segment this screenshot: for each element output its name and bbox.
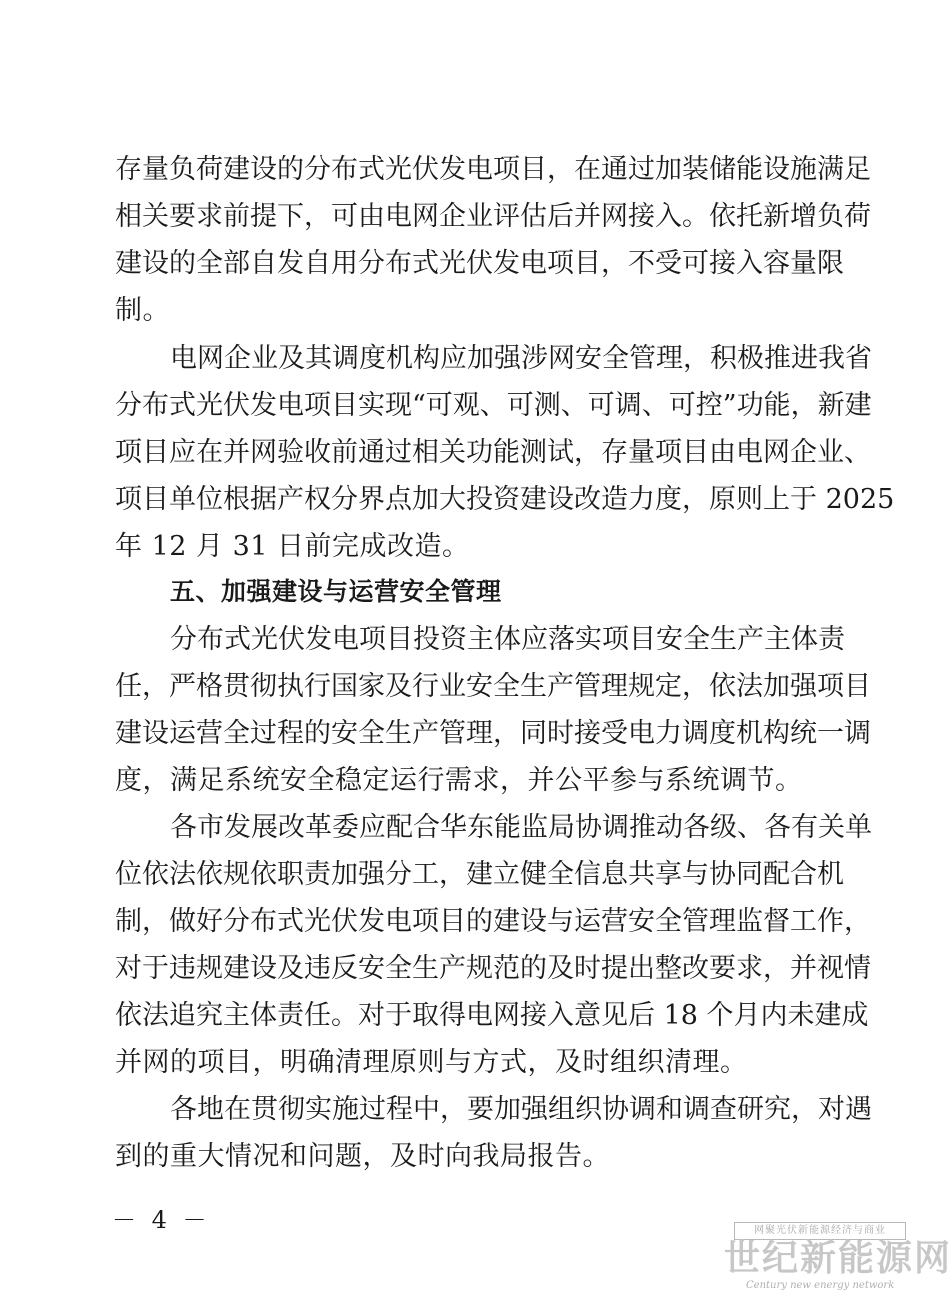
section-heading: 五、加强建设与运营安全管理 [170, 577, 502, 606]
paragraph-2-line-2: 分布式光伏发电项目实现“可观、可测、可调、可控”功能，新建 [115, 390, 872, 421]
watermark-slogan: 网聚光伏新能源经济与商业 [734, 1222, 906, 1240]
paragraph-4-line-6: 并网的项目，明确清理原则与方式，及时组织清理。 [115, 1047, 748, 1078]
paragraph-4-line-1: 各市发展改革委应配合华东能监局协调推动各级、各有关单 [170, 812, 872, 843]
paragraph-3-line-3: 建设运营全过程的安全生产管理，同时接受电力调度机构统一调 [115, 718, 871, 749]
watermark-subtitle: Century new energy network [746, 1280, 895, 1291]
paragraph-2-line-5: 年 12 月 31 日前完成改造。 [115, 531, 470, 562]
site-watermark-logo [724, 1222, 952, 1292]
paragraph-4-line-2: 位依法依规依职责加强分工，建立健全信息共享与协同配合机 [115, 859, 844, 890]
paragraph-4-line-3: 制，做好分布式光伏发电项目的建设与运营安全管理监督工作， [115, 906, 871, 937]
paragraph-1-line-2: 相关要求前提下，可由电网企业评估后并网接入。依托新增负荷 [115, 201, 871, 232]
paragraph-1-line-4: 制。 [115, 295, 170, 326]
paragraph-3-line-4: 度，满足系统安全稳定运行需求，并公平参与系统调节。 [115, 765, 803, 796]
paragraph-2-line-4: 项目单位根据产权分界点加大投资建设改造力度，原则上于 2025 [115, 484, 895, 515]
paragraph-1-line-1: 存量负荷建设的分布式光伏发电项目，在通过加装储能设施满足 [115, 154, 871, 185]
paragraph-1-line-3: 建设的全部自发自用分布式光伏发电项目，不受可接入容量限 [115, 248, 844, 279]
page-number: － 4 － [112, 1206, 211, 1234]
paragraph-3-line-2: 任，严格贯彻执行国家及行业安全生产管理规定，依法加强项目 [115, 671, 871, 702]
watermark-title: 世纪新能源网 [724, 1238, 952, 1279]
paragraph-2-line-1: 电网企业及其调度机构应加强涉网安全管理，积极推进我省 [170, 343, 872, 374]
paragraph-4-line-4: 对于违规建设及违反安全生产规范的及时提出整改要求，并视情 [115, 953, 871, 984]
paragraph-3-line-1: 分布式光伏发电项目投资主体应落实项目安全生产主体责 [170, 624, 845, 655]
paragraph-4-line-5: 依法追究主体责任。对于取得电网接入意见后 18 个月内未建成 [115, 1000, 869, 1031]
paragraph-5-line-1: 各地在贯彻实施过程中，要加强组织协调和调查研究，对遇 [170, 1094, 872, 1125]
paragraph-2-line-3: 项目应在并网验收前通过相关功能测试，存量项目由电网企业、 [115, 437, 871, 468]
paragraph-5-line-2: 到的重大情况和问题，及时向我局报告。 [115, 1141, 610, 1172]
